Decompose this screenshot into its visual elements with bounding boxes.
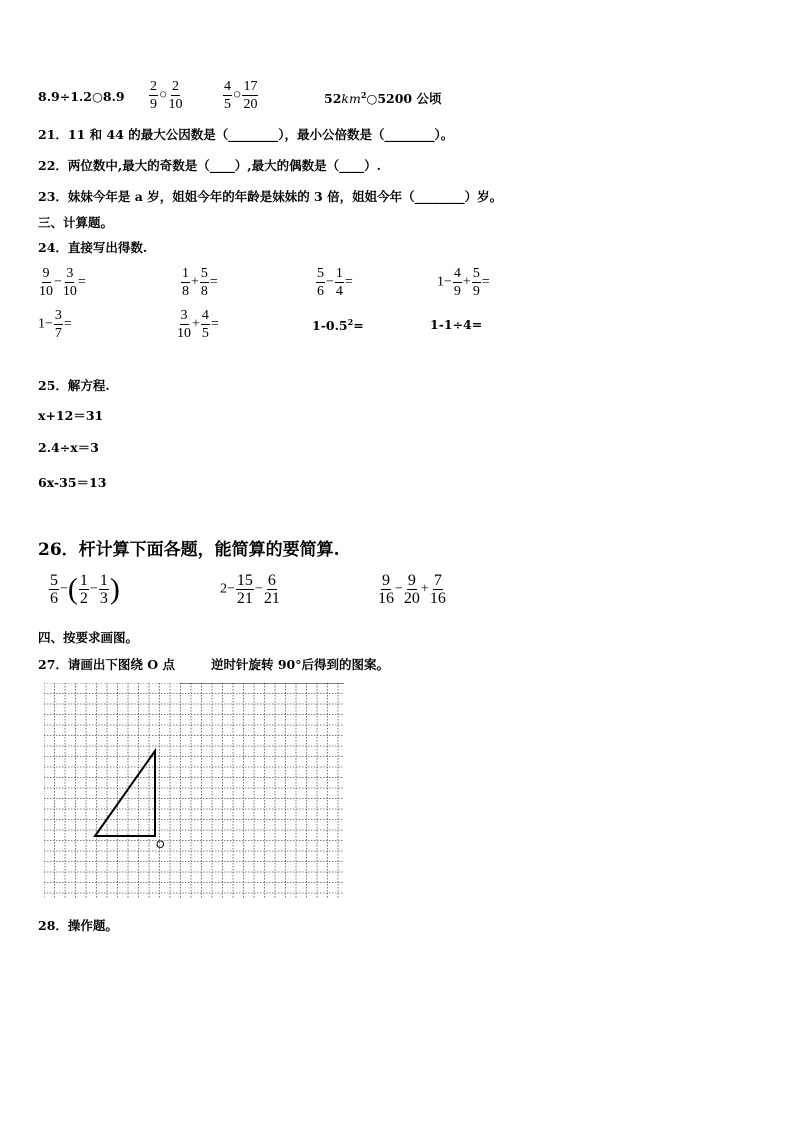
grid-lines [44, 683, 344, 898]
q24-expr-1 [38, 265, 86, 300]
fraction-numerator: 9 [382, 572, 390, 589]
fraction-denominator: 5 [224, 97, 231, 112]
fraction-numerator: 1 [99, 572, 108, 589]
fraction-numerator: 5 [200, 266, 208, 281]
operator: − [326, 274, 334, 290]
equation-1: x+12＝31 [38, 408, 104, 423]
fraction-numerator: 7 [433, 572, 442, 589]
q20-compare-d [324, 89, 441, 107]
unit-exponent: 2 [360, 89, 367, 100]
question-23: 23．妹妹今年是 a 岁，姐姐今年的年龄是妹妹的 3 倍，姐姐今年（________）岁。 [38, 189, 503, 204]
fraction-denominator: 8 [200, 284, 208, 299]
q20-compare-a: 8.9÷1.2○8.9 [38, 89, 125, 104]
fraction-numerator: 5 [317, 266, 324, 281]
q24-expr-2 [180, 265, 218, 300]
fraction-numerator: 9 [42, 266, 50, 281]
fraction-numerator: 1 [335, 266, 343, 281]
equals-sign: = [63, 316, 72, 332]
question-27-title-a: 27．请画出下图绕 O 点 [38, 657, 175, 672]
question-26-title: 26．杆计算下面各题，能简算的要简算. [38, 540, 340, 560]
fraction-numerator: 2 [171, 79, 179, 94]
equals-sign: = [210, 316, 219, 332]
q20-compare-b [148, 78, 183, 113]
fraction-numerator: 6 [267, 572, 276, 589]
question-25-title: 25．解方程. [38, 378, 110, 393]
q24-expr-8: 1-1÷4= [430, 317, 483, 332]
operator: − [60, 581, 68, 597]
equals-sign: = [209, 274, 218, 290]
left-parenthesis: ( [67, 572, 78, 606]
fraction-denominator: 9 [150, 97, 157, 112]
grid-svg [44, 683, 344, 898]
equals-sign: = [481, 274, 490, 290]
fraction-numerator: 2 [150, 79, 157, 94]
q26-expr-3 [377, 572, 447, 607]
fraction-denominator: 5 [201, 326, 209, 341]
fraction-numerator: 3 [66, 266, 74, 281]
exponent: 2 [347, 317, 354, 327]
point-o-label: O [156, 839, 165, 851]
fraction-denominator: 3 [99, 590, 108, 607]
area-unit: km [341, 91, 361, 106]
triangle-shape [95, 751, 155, 836]
operator: 1− [437, 274, 452, 290]
equals-sign: = [77, 274, 86, 290]
operator: − [254, 581, 263, 597]
equation-2: 2.4÷x＝3 [38, 440, 99, 455]
fraction-denominator: 8 [182, 284, 189, 299]
fraction-denominator: 10 [39, 284, 53, 299]
section-3-heading: 三、计算题。 [38, 215, 114, 230]
question-28: 28．操作题。 [38, 918, 118, 933]
expression-text: 1-0.5 [312, 318, 348, 334]
operator: 1− [38, 316, 53, 332]
compare-circle: ○ [233, 87, 242, 103]
question-21: 21．11 和 44 的最大公因数是（________），最小公倍数是（________）。 [38, 127, 454, 142]
fraction-numerator: 3 [54, 308, 62, 323]
q24-expr-6 [176, 307, 219, 342]
fraction-denominator: 16 [378, 590, 394, 607]
fraction-denominator: 20 [243, 97, 258, 112]
q24-expr-5 [38, 307, 72, 342]
fraction-denominator: 10 [62, 284, 77, 299]
operator: − [395, 581, 403, 597]
fraction-numerator: 4 [224, 79, 231, 94]
q26-expr-2 [220, 572, 281, 607]
operator: + [462, 274, 471, 290]
fraction-numerator: 17 [243, 79, 258, 94]
q20-compare-c [222, 78, 259, 113]
operator: − [89, 581, 98, 597]
operator: 2− [220, 581, 235, 597]
fraction-numerator: 4 [453, 266, 461, 281]
section-4-heading: 四、按要求画图。 [38, 630, 139, 645]
right-parenthesis: ) [109, 572, 120, 606]
operator: + [420, 581, 429, 597]
q24-expr-4 [437, 265, 490, 300]
equals-sign: = [353, 318, 364, 334]
fraction-denominator: 9 [453, 284, 461, 299]
fraction-numerator: 1 [79, 572, 88, 589]
operator: − [54, 274, 62, 290]
fraction-numerator: 5 [50, 572, 58, 589]
question-22: 22．两位数中,最大的奇数是（____）,最大的偶数是（____）. [38, 158, 381, 173]
fraction-numerator: 3 [180, 308, 188, 323]
operator: + [192, 316, 200, 332]
compare-circle: ○ [159, 87, 168, 103]
fraction-denominator: 6 [50, 590, 58, 607]
area-value: 52 [324, 91, 342, 106]
fraction-denominator: 9 [472, 284, 480, 299]
fraction-denominator: 6 [317, 284, 324, 299]
fraction-denominator: 21 [263, 590, 280, 607]
fraction-numerator: 5 [472, 266, 480, 281]
q24-expr-3 [315, 265, 353, 300]
question-24-title: 24．直接写出得数. [38, 240, 148, 255]
q24-expr-7 [312, 317, 364, 333]
fraction-numerator: 15 [236, 572, 253, 589]
fraction-denominator: 16 [429, 590, 446, 607]
fraction-numerator: 1 [182, 266, 189, 281]
fraction-denominator: 2 [79, 590, 88, 607]
fraction-denominator: 20 [403, 590, 420, 607]
q26-expr-1 [48, 572, 120, 607]
fraction-denominator: 21 [236, 590, 253, 607]
fraction-numerator: 4 [201, 308, 209, 323]
question-27-title-b: 逆时针旋转 90°后得到的图案。 [211, 657, 389, 672]
fraction-denominator: 7 [54, 326, 62, 341]
fraction-numerator: 9 [407, 572, 416, 589]
operator: + [191, 274, 199, 290]
area-compare-text: ○5200 公顷 [366, 91, 442, 106]
equation-3: 6x-35＝13 [38, 475, 107, 490]
fraction-denominator: 4 [335, 284, 343, 299]
fraction-denominator: 10 [177, 326, 191, 341]
equals-sign: = [344, 274, 353, 290]
fraction-denominator: 10 [168, 97, 183, 112]
rotation-grid [44, 683, 344, 898]
